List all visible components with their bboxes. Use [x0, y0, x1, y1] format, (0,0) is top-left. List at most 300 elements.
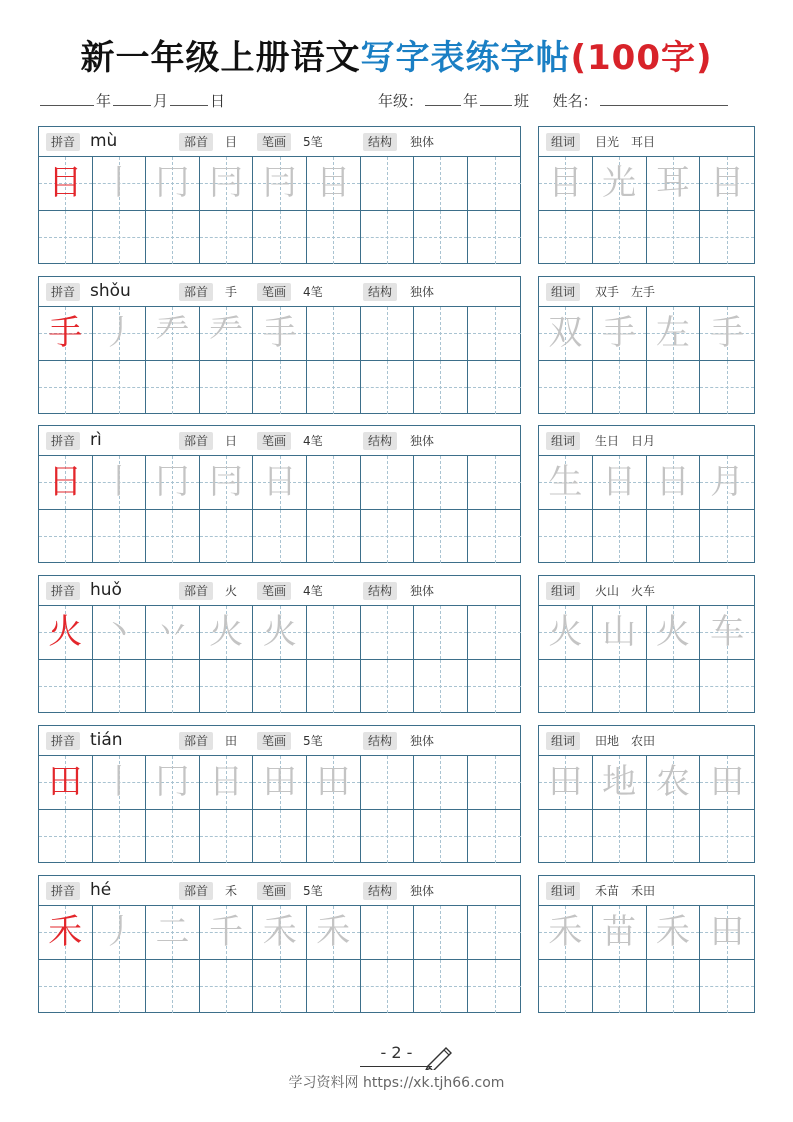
- writing-cell[interactable]: [593, 660, 647, 714]
- month-label: 月: [153, 92, 169, 110]
- writing-cell[interactable]: [39, 456, 93, 510]
- writing-cell[interactable]: [414, 361, 468, 415]
- writing-cell[interactable]: [39, 810, 93, 864]
- writing-cell[interactable]: [253, 211, 307, 265]
- strokes-tag: 笔画: [257, 283, 291, 301]
- pinyin-value: hé: [90, 880, 112, 900]
- stroke-step-character: 二: [155, 912, 190, 952]
- writing-cell[interactable]: [200, 456, 254, 510]
- word-info-bar: [539, 876, 754, 906]
- character-practice-box: [38, 875, 521, 1013]
- writing-cell[interactable]: [468, 756, 522, 810]
- stroke-step-character: 丿: [101, 313, 136, 353]
- words-value: 火山 火车: [595, 584, 656, 598]
- stroke-step-character: 丨: [101, 462, 136, 502]
- writing-cell[interactable]: [361, 361, 415, 415]
- writing-cell[interactable]: [539, 606, 593, 660]
- writing-cell[interactable]: [146, 157, 200, 211]
- writing-cell[interactable]: [468, 510, 522, 564]
- stroke-step-character: 丿: [101, 912, 136, 952]
- writing-cell[interactable]: [414, 906, 468, 960]
- writing-cell[interactable]: [361, 606, 415, 660]
- writing-cell[interactable]: [700, 211, 754, 265]
- pinyin-value: tián: [90, 730, 123, 750]
- practice-section: [38, 575, 755, 713]
- writing-cell[interactable]: [539, 361, 593, 415]
- writing-cell[interactable]: [593, 307, 647, 361]
- word-practice-box: [538, 425, 755, 563]
- radical-tag: 部首: [179, 582, 213, 600]
- radical-tag: 部首: [179, 133, 213, 151]
- writing-cell[interactable]: [200, 660, 254, 714]
- writing-cell[interactable]: [361, 211, 415, 265]
- words-value: 双手 左手: [595, 285, 656, 299]
- writing-cell[interactable]: [539, 960, 593, 1014]
- model-character: 日: [48, 462, 83, 502]
- word-practice-box: [538, 575, 755, 713]
- writing-cell[interactable]: [700, 756, 754, 810]
- writing-cell[interactable]: [539, 456, 593, 510]
- strokes-value: 5笔: [303, 734, 323, 748]
- month-blank[interactable]: [113, 92, 151, 106]
- writing-cell[interactable]: [700, 157, 754, 211]
- writing-cell[interactable]: [307, 510, 361, 564]
- pinyin-value: huǒ: [90, 580, 122, 600]
- structure-value: 独体: [410, 135, 435, 149]
- writing-cell[interactable]: [200, 510, 254, 564]
- stroke-step-character: 禾: [316, 912, 351, 952]
- writing-cell[interactable]: [414, 510, 468, 564]
- writing-cell[interactable]: [361, 307, 415, 361]
- practice-section: [38, 126, 755, 264]
- writing-cell[interactable]: [307, 157, 361, 211]
- writing-cell[interactable]: [307, 660, 361, 714]
- word-trace-character: 地: [602, 762, 637, 802]
- writing-cell[interactable]: [39, 906, 93, 960]
- writing-cell[interactable]: [146, 906, 200, 960]
- word-trace-character: 田: [710, 762, 745, 802]
- stroke-step-character: 龵: [155, 313, 190, 353]
- words-tag: 组词: [546, 133, 580, 151]
- word-trace-character: 山: [602, 612, 637, 652]
- pinyin-value: shǒu: [90, 281, 131, 301]
- writing-cell[interactable]: [253, 960, 307, 1014]
- writing-cell[interactable]: [307, 361, 361, 415]
- radical-tag: 部首: [179, 882, 213, 900]
- writing-cell[interactable]: [593, 361, 647, 415]
- writing-cell[interactable]: [39, 307, 93, 361]
- writing-cell[interactable]: [700, 906, 754, 960]
- writing-cell[interactable]: [647, 307, 701, 361]
- date-line: [38, 90, 225, 111]
- writing-cell[interactable]: [700, 960, 754, 1014]
- word-info-bar: [539, 277, 754, 307]
- character-practice-box: [38, 425, 521, 563]
- writing-cell[interactable]: [200, 756, 254, 810]
- writing-cell[interactable]: [200, 606, 254, 660]
- writing-cell[interactable]: [647, 510, 701, 564]
- stroke-step-character: 日: [262, 462, 297, 502]
- writing-cell[interactable]: [414, 960, 468, 1014]
- writing-cell[interactable]: [539, 756, 593, 810]
- writing-cell[interactable]: [593, 211, 647, 265]
- stroke-step-character: 冂: [155, 762, 190, 802]
- writing-cell[interactable]: [414, 756, 468, 810]
- strokes-value: 4笔: [303, 434, 323, 448]
- writing-cell[interactable]: [39, 960, 93, 1014]
- writing-cell[interactable]: [700, 606, 754, 660]
- pen-icon: [424, 1044, 456, 1070]
- writing-cell[interactable]: [468, 157, 522, 211]
- word-practice-box: [538, 875, 755, 1013]
- writing-cell[interactable]: [253, 660, 307, 714]
- stroke-step-character: 冃: [262, 163, 297, 203]
- writing-cell[interactable]: [647, 756, 701, 810]
- writing-cell[interactable]: [93, 810, 147, 864]
- writing-cell[interactable]: [468, 960, 522, 1014]
- practice-section: [38, 875, 755, 1013]
- words-value: 目光 耳目: [595, 135, 656, 149]
- word-trace-character: 手: [602, 313, 637, 353]
- writing-cell[interactable]: [647, 660, 701, 714]
- writing-cell[interactable]: [200, 906, 254, 960]
- writing-cell[interactable]: [39, 361, 93, 415]
- pinyin-tag: 拼音: [46, 133, 80, 151]
- word-trace-character: 禾: [548, 912, 583, 952]
- writing-cell[interactable]: [39, 510, 93, 564]
- writing-cell[interactable]: [39, 756, 93, 810]
- stroke-step-character: 田: [262, 762, 297, 802]
- pinyin-tag: 拼音: [46, 732, 80, 750]
- writing-cell[interactable]: [93, 906, 147, 960]
- word-info-bar: [539, 426, 754, 456]
- writing-cell[interactable]: [414, 456, 468, 510]
- character-info-bar: [39, 576, 520, 606]
- page-title: [0, 30, 793, 79]
- writing-cell[interactable]: [361, 456, 415, 510]
- writing-cell[interactable]: [700, 660, 754, 714]
- structure-tag: 结构: [363, 882, 397, 900]
- writing-cell[interactable]: [307, 810, 361, 864]
- character-info-bar: [39, 426, 520, 456]
- writing-cell[interactable]: [539, 211, 593, 265]
- writing-cell[interactable]: [39, 157, 93, 211]
- radical-tag: 部首: [179, 732, 213, 750]
- writing-cell[interactable]: [146, 606, 200, 660]
- stroke-step-character: 手: [262, 313, 297, 353]
- writing-cell[interactable]: [647, 456, 701, 510]
- writing-cell[interactable]: [253, 456, 307, 510]
- writing-cell[interactable]: [593, 606, 647, 660]
- writing-cell[interactable]: [593, 456, 647, 510]
- stroke-step-character: 冂: [155, 462, 190, 502]
- writing-cell[interactable]: [200, 211, 254, 265]
- grade-label: 年级：: [378, 92, 424, 110]
- writing-cell[interactable]: [93, 307, 147, 361]
- day-blank[interactable]: [170, 92, 208, 106]
- stroke-step-character: 丨: [101, 762, 136, 802]
- word-trace-character: 左: [655, 313, 690, 353]
- writing-cell[interactable]: [146, 361, 200, 415]
- writing-cell[interactable]: [253, 606, 307, 660]
- writing-cell[interactable]: [468, 810, 522, 864]
- structure-value: 独体: [410, 734, 435, 748]
- writing-cell[interactable]: [253, 810, 307, 864]
- writing-cell[interactable]: [93, 960, 147, 1014]
- title-part-2: 写字表练字帖: [360, 38, 571, 78]
- word-trace-character: 禾: [655, 912, 690, 952]
- radical-value: 禾: [225, 884, 238, 898]
- word-practice-box: [538, 725, 755, 863]
- writing-cell[interactable]: [361, 810, 415, 864]
- words-value: 禾苗 禾田: [595, 884, 656, 898]
- strokes-tag: 笔画: [257, 582, 291, 600]
- writing-cell[interactable]: [414, 307, 468, 361]
- stroke-step-character: 冃: [209, 462, 244, 502]
- writing-cell[interactable]: [647, 960, 701, 1014]
- year-blank[interactable]: [40, 92, 94, 106]
- stroke-step-character: 冃: [209, 163, 244, 203]
- stroke-step-character: 日: [209, 762, 244, 802]
- structure-tag: 结构: [363, 732, 397, 750]
- writing-cell[interactable]: [647, 606, 701, 660]
- writing-cell[interactable]: [361, 510, 415, 564]
- character-info-bar: [39, 876, 520, 906]
- writing-cell[interactable]: [307, 756, 361, 810]
- writing-cell[interactable]: [647, 906, 701, 960]
- writing-cell[interactable]: [361, 660, 415, 714]
- page-number: - 2 -: [380, 1043, 413, 1062]
- writing-cell[interactable]: [146, 510, 200, 564]
- writing-cell[interactable]: [700, 456, 754, 510]
- word-trace-character: 光: [602, 163, 637, 203]
- character-info-bar: [39, 277, 520, 307]
- writing-cell[interactable]: [200, 960, 254, 1014]
- name-label: 姓名：: [552, 92, 598, 110]
- word-trace-character: 火: [655, 612, 690, 652]
- structure-tag: 结构: [363, 582, 397, 600]
- writing-cell[interactable]: [414, 810, 468, 864]
- model-character: 火: [48, 612, 83, 652]
- writing-cell[interactable]: [468, 606, 522, 660]
- pinyin-tag: 拼音: [46, 283, 80, 301]
- writing-cell[interactable]: [93, 756, 147, 810]
- model-character: 田: [48, 762, 83, 802]
- writing-cell[interactable]: [146, 456, 200, 510]
- writing-cell[interactable]: [253, 157, 307, 211]
- writing-cell[interactable]: [253, 906, 307, 960]
- strokes-value: 5笔: [303, 135, 323, 149]
- writing-cell[interactable]: [307, 606, 361, 660]
- word-practice-box: [538, 126, 755, 264]
- stroke-step-character: 丷: [155, 612, 190, 652]
- writing-cell[interactable]: [307, 211, 361, 265]
- practice-section: [38, 276, 755, 414]
- writing-cell[interactable]: [468, 456, 522, 510]
- word-trace-character: 车: [710, 612, 745, 652]
- words-tag: 组词: [546, 732, 580, 750]
- practice-section: [38, 725, 755, 863]
- writing-cell[interactable]: [700, 810, 754, 864]
- class-blank[interactable]: [480, 92, 512, 106]
- writing-cell[interactable]: [253, 307, 307, 361]
- writing-cell[interactable]: [39, 606, 93, 660]
- radical-value: 手: [225, 285, 238, 299]
- writing-cell[interactable]: [414, 606, 468, 660]
- writing-cell[interactable]: [414, 660, 468, 714]
- strokes-tag: 笔画: [257, 133, 291, 151]
- radical-value: 日: [225, 434, 238, 448]
- structure-tag: 结构: [363, 283, 397, 301]
- strokes-tag: 笔画: [257, 732, 291, 750]
- writing-cell[interactable]: [253, 510, 307, 564]
- writing-cell[interactable]: [539, 810, 593, 864]
- stroke-step-character: 火: [209, 612, 244, 652]
- writing-cell[interactable]: [93, 660, 147, 714]
- writing-cell[interactable]: [647, 157, 701, 211]
- writing-cell[interactable]: [361, 960, 415, 1014]
- writing-cell[interactable]: [593, 810, 647, 864]
- year-label: 年: [96, 92, 112, 110]
- radical-value: 火: [225, 584, 238, 598]
- stroke-step-character: 丨: [101, 163, 136, 203]
- strokes-value: 4笔: [303, 285, 323, 299]
- writing-cell[interactable]: [307, 906, 361, 960]
- writing-cell[interactable]: [700, 307, 754, 361]
- writing-cell[interactable]: [468, 660, 522, 714]
- practice-section: [38, 425, 755, 563]
- stroke-step-character: 龵: [209, 313, 244, 353]
- title-part-3: (100字): [570, 38, 713, 78]
- writing-cell[interactable]: [93, 456, 147, 510]
- words-value: 田地 农田: [595, 734, 656, 748]
- writing-cell[interactable]: [700, 510, 754, 564]
- name-blank[interactable]: [600, 92, 728, 106]
- writing-cell[interactable]: [700, 361, 754, 415]
- writing-cell[interactable]: [200, 361, 254, 415]
- title-part-1: 新一年级上册语文: [80, 38, 361, 78]
- writing-cell[interactable]: [414, 211, 468, 265]
- writing-cell[interactable]: [146, 756, 200, 810]
- writing-cell[interactable]: [146, 810, 200, 864]
- pinyin-value: mù: [90, 131, 118, 151]
- character-practice-box: [38, 276, 521, 414]
- writing-cell[interactable]: [593, 510, 647, 564]
- radical-tag: 部首: [179, 432, 213, 450]
- pinyin-tag: 拼音: [46, 882, 80, 900]
- writing-cell[interactable]: [593, 756, 647, 810]
- writing-cell[interactable]: [361, 906, 415, 960]
- writing-cell[interactable]: [307, 456, 361, 510]
- writing-cell[interactable]: [468, 906, 522, 960]
- strokes-tag: 笔画: [257, 882, 291, 900]
- word-trace-character: 耳: [655, 163, 690, 203]
- writing-cell[interactable]: [39, 211, 93, 265]
- writing-cell[interactable]: [593, 906, 647, 960]
- writing-cell[interactable]: [361, 756, 415, 810]
- word-trace-character: 目: [548, 163, 583, 203]
- stroke-step-character: 田: [316, 762, 351, 802]
- day-label: 日: [210, 92, 226, 110]
- writing-cell[interactable]: [647, 211, 701, 265]
- writing-cell[interactable]: [93, 361, 147, 415]
- writing-cell[interactable]: [647, 810, 701, 864]
- writing-cell[interactable]: [93, 157, 147, 211]
- writing-cell[interactable]: [307, 307, 361, 361]
- stroke-step-character: 禾: [262, 912, 297, 952]
- strokes-tag: 笔画: [257, 432, 291, 450]
- writing-cell[interactable]: [468, 361, 522, 415]
- word-trace-character: 月: [710, 462, 745, 502]
- writing-cell[interactable]: [468, 211, 522, 265]
- words-tag: 组词: [546, 882, 580, 900]
- site-credit: 学习资料网 https://xk.tjh66.com: [288, 1075, 505, 1091]
- writing-cell[interactable]: [200, 307, 254, 361]
- model-character: 目: [48, 163, 83, 203]
- strokes-value: 5笔: [303, 884, 323, 898]
- stroke-step-character: 目: [316, 163, 351, 203]
- writing-cell[interactable]: [539, 906, 593, 960]
- writing-cell[interactable]: [146, 211, 200, 265]
- writing-cell[interactable]: [647, 361, 701, 415]
- word-trace-character: 农: [655, 762, 690, 802]
- writing-cell[interactable]: [539, 510, 593, 564]
- stroke-step-character: 火: [262, 612, 297, 652]
- writing-cell[interactable]: [539, 660, 593, 714]
- writing-cell[interactable]: [361, 157, 415, 211]
- writing-cell[interactable]: [593, 960, 647, 1014]
- writing-cell[interactable]: [93, 510, 147, 564]
- writing-cell[interactable]: [39, 660, 93, 714]
- writing-cell[interactable]: [253, 756, 307, 810]
- pinyin-value: rì: [90, 430, 102, 450]
- word-trace-character: 生: [548, 462, 583, 502]
- word-trace-character: 田: [548, 762, 583, 802]
- writing-cell[interactable]: [253, 361, 307, 415]
- writing-cell[interactable]: [93, 211, 147, 265]
- model-character: 禾: [48, 912, 83, 952]
- writing-cell[interactable]: [200, 810, 254, 864]
- writing-cell[interactable]: [593, 157, 647, 211]
- writing-cell[interactable]: [468, 307, 522, 361]
- word-practice-box: [538, 276, 755, 414]
- stroke-step-character: 千: [209, 912, 244, 952]
- writing-cell[interactable]: [539, 157, 593, 211]
- word-trace-character: 火: [548, 612, 583, 652]
- structure-value: 独体: [410, 434, 435, 448]
- word-info-bar: [539, 127, 754, 157]
- writing-cell[interactable]: [539, 307, 593, 361]
- grade-blank[interactable]: [425, 92, 461, 106]
- writing-cell[interactable]: [146, 307, 200, 361]
- writing-cell[interactable]: [93, 606, 147, 660]
- writing-cell[interactable]: [200, 157, 254, 211]
- writing-cell[interactable]: [307, 960, 361, 1014]
- character-info-bar: [39, 726, 520, 756]
- writing-cell[interactable]: [146, 660, 200, 714]
- word-trace-character: 手: [710, 313, 745, 353]
- model-character: 手: [48, 313, 83, 353]
- word-info-bar: [539, 726, 754, 756]
- word-trace-character: 双: [548, 313, 583, 353]
- structure-value: 独体: [410, 584, 435, 598]
- words-tag: 组词: [546, 283, 580, 301]
- word-info-bar: [539, 576, 754, 606]
- writing-cell[interactable]: [414, 157, 468, 211]
- word-trace-character: 日: [655, 462, 690, 502]
- writing-cell[interactable]: [146, 960, 200, 1014]
- words-tag: 组词: [546, 582, 580, 600]
